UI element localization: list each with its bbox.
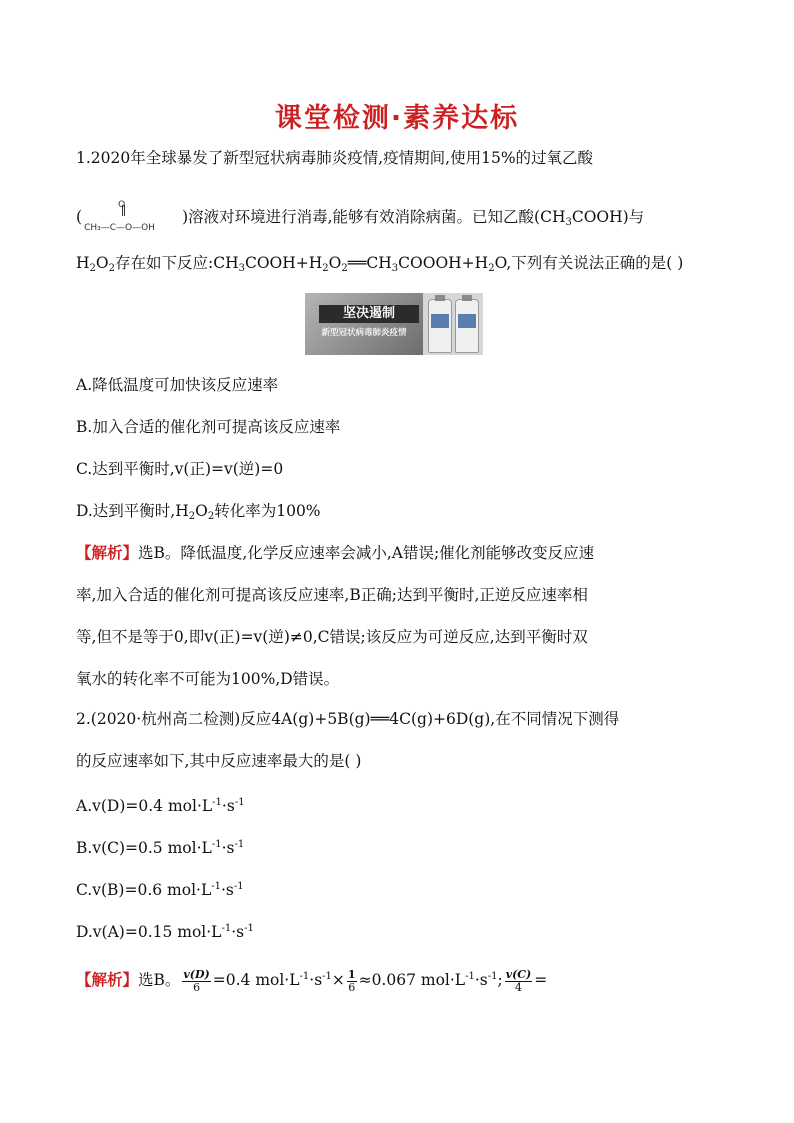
superscript: -1 <box>244 923 254 934</box>
subscript: 3 <box>238 263 245 274</box>
q1-stem-line-3 <box>76 252 726 280</box>
analysis-text: × <box>331 971 345 989</box>
analysis-text: ≈0.067 mol·L <box>358 971 466 989</box>
epidemic-photo <box>305 293 483 355</box>
text-o: O <box>95 254 109 272</box>
q1-line2-text-a: )溶液对环境进行消毒,能够有效消除病菌。已知乙酸(CH <box>182 208 566 226</box>
photo-caption-sub: 新型冠状病毒肺炎疫情 <box>321 328 407 338</box>
q2-stem-line-2: 的反应速率如下,其中反应速率最大的是( ) <box>76 752 362 770</box>
q2-option-b <box>76 834 726 859</box>
photo-background <box>305 293 423 355</box>
q1-stem-line-2 <box>76 200 726 234</box>
option-d-text-b: O <box>195 502 208 520</box>
subscript: 2 <box>207 511 215 522</box>
q1-option-d <box>76 500 726 528</box>
option-text: C.v(B)=0.6 mol·L <box>76 881 212 899</box>
option-text: B.v(C)=0.5 mol·L <box>76 839 212 857</box>
q1-option-b: B.加入合适的催化剂可提高该反应速率 <box>76 418 341 436</box>
structure-oxygen: O <box>118 200 126 210</box>
superscript: -1 <box>299 971 310 982</box>
subscript: 3 <box>565 217 572 228</box>
q1-line2-text-b: COOH)与 <box>571 208 645 226</box>
fraction-numerator: v(D) <box>183 967 210 981</box>
text-reactant: COOH+H <box>244 254 323 272</box>
option-d-text-a: D.达到平衡时,H <box>76 502 189 520</box>
superscript: -1 <box>234 797 245 808</box>
q1-stem-line-1: 1.2020年全球暴发了新型冠状病毒肺炎疫情,疫情期间,使用15%的过氧乙酸 <box>76 149 594 167</box>
option-text: ·s <box>221 881 234 899</box>
superscript: -1 <box>234 839 245 850</box>
analysis-tag: 【解析】 <box>76 543 139 562</box>
option-d-text-c: 转化率为100% <box>214 502 321 520</box>
text-o: O <box>328 254 342 272</box>
q1-option-c: C.达到平衡时,v(正)=v(逆)=0 <box>76 460 284 478</box>
superscript: -1 <box>211 839 222 850</box>
text-product: ══CH <box>347 254 392 272</box>
superscript: -1 <box>212 797 222 808</box>
fraction-numerator: v(C) <box>505 967 532 981</box>
double-bond-mark <box>122 205 125 216</box>
q1-option-a: A.降低温度可加快该反应速率 <box>76 376 279 394</box>
fraction-1-over-6 <box>347 969 357 994</box>
superscript: -1 <box>322 971 332 982</box>
subscript: 2 <box>488 263 495 274</box>
fraction-denominator: 4 <box>514 980 522 994</box>
fraction-denominator: 6 <box>193 980 201 994</box>
q2-stem-line-1: 2.(2020·杭州高二检测)反应4A(g)+5B(g)══4C(g)+6D(g),在不同情况下测得 <box>76 710 620 728</box>
subscript: 2 <box>188 511 196 522</box>
analysis-text: ·s <box>474 971 488 989</box>
disinfectant-bottle-icon <box>455 299 479 353</box>
structure-formula: CH₃—C—O—OH <box>84 223 155 233</box>
q2-option-a <box>76 792 726 817</box>
q1-analysis-line-2: 率,加入合适的催化剂可提高该反应速率,B正确;达到平衡时,正逆反应速率相 <box>76 586 588 604</box>
analysis-text: ·s <box>309 971 323 989</box>
page-title: 课堂检测·素养达标 <box>274 103 520 134</box>
q1-analysis-line-1 <box>76 542 726 564</box>
subscript: 3 <box>391 263 399 274</box>
subscript: 2 <box>341 263 348 274</box>
subscript: 2 <box>108 263 115 274</box>
q2-analysis-line-1 <box>76 966 726 994</box>
analysis-text: = <box>534 971 548 989</box>
q2-option-c <box>76 876 726 901</box>
photo-bottles-area <box>423 293 483 355</box>
analysis-text: =0.4 mol·L <box>212 971 300 989</box>
analysis-text: 选B。 <box>138 971 181 989</box>
fraction-denominator: 6 <box>348 980 356 994</box>
text-reaction-intro: 存在如下反应:CH <box>115 254 239 272</box>
text-product-2: COOOH+H <box>398 254 489 272</box>
option-text: ·s <box>231 923 245 941</box>
analysis-text: ; <box>497 971 503 989</box>
q1-paren-open: ( <box>76 208 83 226</box>
text-question-end: O,下列有关说法正确的是( ) <box>494 254 684 272</box>
superscript: -1 <box>221 923 232 934</box>
option-text: D.v(A)=0.15 mol·L <box>76 923 222 941</box>
q1-analysis-line-4: 氧水的转化率不可能为100%,D错误。 <box>76 670 340 688</box>
subscript: 2 <box>322 263 329 274</box>
option-text: ·s <box>221 839 235 857</box>
q1-analysis-line-3: 等,但不是等于0,即v(正)=v(逆)≠0,C错误;该反应为可逆反应,达到平衡时双 <box>76 628 588 646</box>
superscript: -1 <box>465 971 475 982</box>
superscript: -1 <box>211 881 221 892</box>
superscript: -1 <box>487 971 498 982</box>
analysis-tag: 【解析】 <box>76 970 139 989</box>
text-h: H <box>76 254 90 272</box>
fraction-vd-over-6 <box>182 969 210 994</box>
fraction-numerator: 1 <box>347 967 356 981</box>
option-text: A.v(D)=0.4 mol·L <box>76 797 213 815</box>
q2-option-d <box>76 918 726 943</box>
subscript: 2 <box>89 263 96 274</box>
superscript: -1 <box>233 881 244 892</box>
option-text: ·s <box>221 797 235 815</box>
photo-caption-main: 坚决遏制 <box>319 305 419 323</box>
peracetic-acid-structure <box>82 200 182 234</box>
analysis-text: 选B。降低温度,化学反应速率会减小,A错误;催化剂能够改变反应速 <box>138 544 595 562</box>
fraction-vc-over-4 <box>505 969 533 994</box>
disinfectant-bottle-icon <box>428 299 452 353</box>
